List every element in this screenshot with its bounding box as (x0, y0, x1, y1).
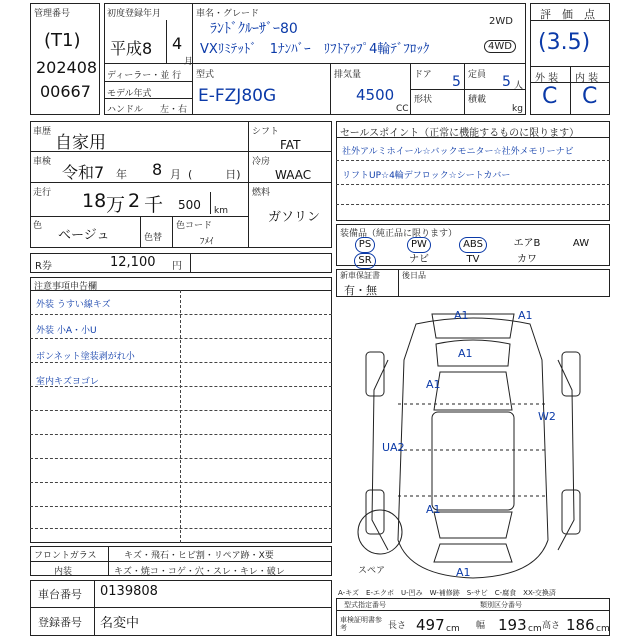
shape-label: 形状 (414, 95, 433, 105)
score-int: C (582, 84, 598, 109)
color-code-label: 色コード (176, 221, 213, 231)
car-right-side (558, 360, 574, 550)
ac-value: WAAC (275, 168, 312, 182)
right-rear-wheel (562, 490, 580, 534)
destination-label: 後日品 (402, 271, 426, 280)
usage-label: 車歴 (33, 127, 52, 137)
spare-label: スペア (358, 566, 386, 576)
reg-year-label: 初度登録年月 (107, 9, 162, 19)
score-ext-label: 外 装 (535, 73, 559, 84)
displacement-unit: CC (396, 104, 409, 114)
shift-value: FAT (280, 138, 301, 152)
reg-year-era: 平成8 (110, 39, 153, 58)
drive-4wd (484, 40, 516, 53)
regno-label: 登録番号 (38, 616, 82, 629)
score-int-label: 内 装 (575, 73, 599, 84)
selling-line2: リフトUP☆4輪デフロック☆シートカバー (342, 171, 511, 181)
equipment-grid (338, 237, 608, 269)
car-tailgate (434, 544, 512, 562)
capacity-value: 5 (502, 74, 511, 90)
new-cert-label: 新車保証書 (340, 271, 380, 280)
spare-tire (358, 510, 402, 554)
height-unit: cm (596, 624, 610, 634)
height-value: 186 (566, 616, 595, 634)
damage-mark: UA2 (382, 441, 405, 454)
damage-mark: A1 (426, 378, 441, 391)
paint-label: 色替 (144, 233, 163, 243)
interior-value: キズ・焼コ・コゲ・穴・スレ・キレ・破レ (114, 567, 285, 577)
load-label: 積載 (468, 95, 487, 105)
score-label: 評 価 点 (540, 8, 595, 21)
color-value: ベージュ (58, 228, 110, 243)
car-rear-glass (434, 512, 512, 538)
damage-mark: A1 (456, 566, 471, 579)
mileage-unit: km (214, 206, 228, 216)
ref-label: 車検証明書参 考 (340, 616, 389, 632)
damage-mark: A1 (454, 309, 469, 322)
fuel-value: ガソリン (268, 210, 321, 225)
damage-mark: A1 (458, 347, 473, 360)
width-value: 193 (498, 616, 527, 634)
left-rear-wheel (366, 490, 384, 534)
inspection-month: 8 (152, 160, 163, 179)
displacement-label: 排気量 (334, 70, 362, 80)
note-item: ボンネット塗装剥がれ小 (36, 352, 135, 362)
mileage-man-unit: 万 (106, 194, 126, 216)
load-unit: kg (512, 104, 523, 114)
handle-label: ハンドル (107, 105, 144, 115)
fuel-label: 燃料 (252, 188, 271, 198)
mileage-label: 走行 (33, 188, 52, 198)
width-label: 幅 (476, 621, 486, 631)
front-glass-value: キズ・飛石・ヒビ割・リペア跡・X要 (124, 551, 274, 561)
equip-aw: AW (572, 238, 590, 249)
inspection-year-unit: 年 (116, 168, 127, 181)
new-cert-value: 有・無 (344, 284, 377, 297)
damage-mark: A1 (426, 503, 441, 516)
ac-label: 冷房 (252, 157, 271, 167)
vehicle-name-label: 車名・グレード (196, 9, 260, 19)
class-no-label: 類別区分番号 (480, 601, 522, 609)
drive-2wd: 2WD (489, 16, 513, 27)
damage-legend: A-キズ E-エクボ U-凹み W-補修跡 S-サビ C-腐食 XX-交換済 (338, 589, 556, 597)
front-glass-label: フロントガラス (34, 551, 97, 561)
car-hood (436, 340, 510, 366)
mileage-rest: 500 (178, 198, 201, 212)
mileage-sen-unit: 千 (144, 194, 164, 216)
note-item: 外装 小A・小U (36, 326, 97, 336)
equip-pw: PW (407, 237, 431, 253)
mgmt-num1: 202408 (36, 58, 98, 77)
chassis-value: 0139808 (100, 584, 158, 599)
chassis-label: 車台番号 (38, 588, 82, 601)
car-roof (432, 412, 514, 510)
recycle-value: 12,100 (110, 255, 156, 270)
vehicle-name: ﾗﾝﾄﾞｸﾙｰｻﾞｰ80 (210, 21, 298, 37)
capacity-unit: 人 (514, 81, 524, 91)
mgmt-num2: 00667 (40, 82, 91, 101)
car-diagram (336, 300, 610, 585)
equip-tv: TV (466, 254, 480, 265)
interior-label: 内装 (54, 567, 73, 577)
width-unit: cm (528, 624, 542, 634)
inspection-era: 令和7 (62, 163, 105, 182)
inspection-month-unit: 月 (170, 168, 181, 181)
score-ext: C (542, 84, 558, 109)
color-label: 色 (33, 221, 43, 231)
inspection-day: ( 日) (188, 168, 241, 181)
car-top-body (398, 318, 548, 578)
color-code-value: ﾌﾒｲ (200, 237, 214, 247)
capacity-label: 定員 (468, 70, 487, 80)
length-unit: cm (446, 624, 460, 634)
doors-value: 5 (452, 74, 461, 90)
model-value: E-FZJ80G (198, 86, 277, 106)
displacement-value: 4500 (356, 86, 395, 104)
equip-ps: PS (355, 237, 375, 253)
model-year-label: モデル年式 (107, 89, 152, 99)
equip-sr: SR (354, 253, 375, 269)
model-label: 型式 (196, 70, 215, 80)
equip-leather: カワ (517, 254, 537, 265)
shift-label: シフト (252, 127, 280, 137)
note-item: 外装 うすい線キズ (36, 300, 111, 310)
damage-mark: W2 (538, 410, 556, 423)
drive-4wd-circle: 4WD (484, 40, 516, 53)
notes-label: 注意事項申告欄 (34, 282, 98, 292)
inspection-label: 車検 (33, 157, 52, 167)
height-label: 高さ (542, 621, 561, 631)
vehicle-grade: VXﾘﾐﾃｯﾄﾞ 1ﾅﾝﾊﾞｰ ﾘﾌﾄｱｯﾌﾟ4輪ﾃﾞﾌﾛｯｸ (200, 42, 430, 57)
equip-airbag: エアB (513, 238, 541, 249)
selling-label: セールスポイント（正常に機能するものに限ります） (340, 128, 580, 139)
equipment-label: 装備品（純正品に限ります） (340, 229, 458, 239)
equip-abs: ABS (459, 237, 487, 253)
selling-line1: 社外アルミホイール☆バックモニター☆社外メモリーナビ (342, 147, 574, 157)
mileage-sen: 2 (128, 190, 141, 212)
reg-year-month: 4 (172, 34, 183, 53)
length-label: 長さ (388, 621, 407, 631)
score-value: (3.5) (538, 30, 591, 55)
equip-navi: ナビ (409, 254, 429, 265)
reg-year-month-unit: 月 (184, 57, 194, 67)
cert-no-label: 型式指定番号 (344, 601, 386, 609)
recycle-label: R券 (35, 261, 52, 272)
note-item: 室内キズヨゴレ (36, 377, 99, 387)
doors-label: ドア (414, 70, 432, 80)
handle-value: 左・右 (160, 105, 188, 115)
regno-value: 名変中 (100, 616, 140, 631)
dealer-label: ディーラー・並 行 (107, 71, 182, 81)
usage-value: 自家用 (55, 133, 106, 153)
damage-mark: A1 (518, 309, 533, 322)
mileage-man: 18 (82, 190, 107, 212)
mgmt-label: 管理番号 (34, 9, 71, 19)
mgmt-code: (T1) (44, 30, 81, 51)
recycle-unit: 円 (172, 261, 182, 272)
car-left-side (372, 360, 388, 550)
length-value: 497 (416, 616, 445, 634)
